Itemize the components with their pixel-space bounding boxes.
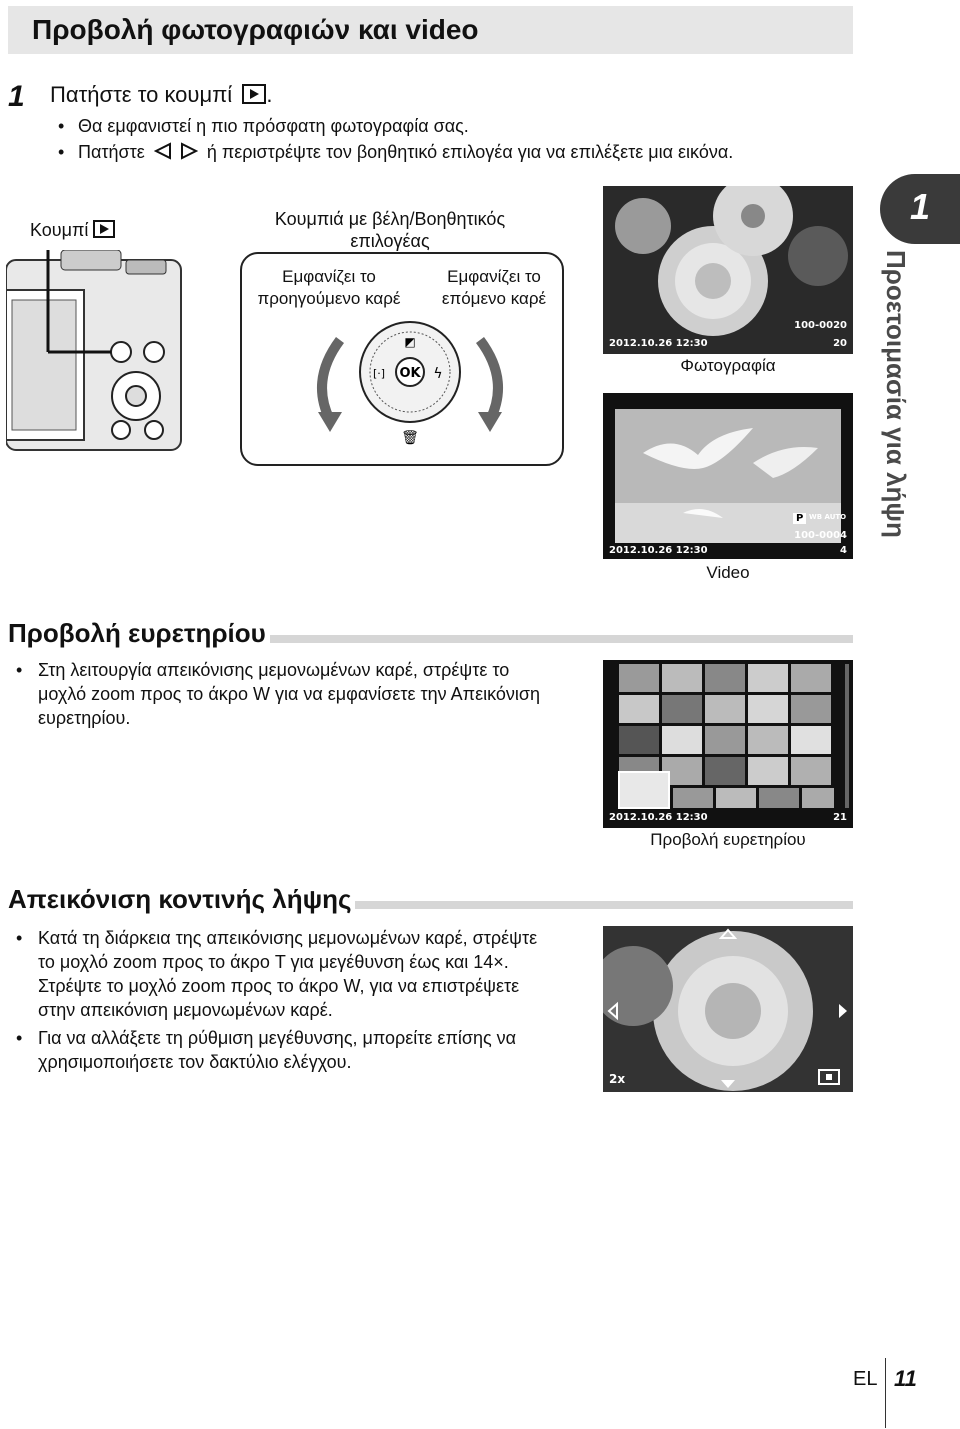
camera-back-illustration xyxy=(6,250,196,460)
page-title-bar xyxy=(8,6,853,54)
section-rule xyxy=(355,901,853,909)
play-icon xyxy=(93,220,115,238)
closeup-heading: Απεικόνιση κοντινής λήψης xyxy=(8,884,352,914)
page-title: Προβολή φωτογραφιών και video xyxy=(32,14,479,45)
video-frame-number: 4 xyxy=(840,545,847,556)
video-caption: Video xyxy=(706,563,750,582)
play-icon xyxy=(242,84,266,104)
closeup-bullet-1: • Κατά τη διάρκεια της απεικόνισης μεμονωμένων καρέ, στρέψτε το μοχλό zoom προς το άκρο T για μεγέθυνση έως και 14×. Στρέψτε το μοχλό zoom προς το άκρο W, για να επιστρέψετε στην απεικόνιση μεμονωμένων καρέ. xyxy=(16,928,538,1020)
svg-text:◩: ◩ xyxy=(404,335,416,349)
trash-icon: 🗑 xyxy=(401,430,419,446)
video-date: 2012.10.26 12:30 xyxy=(609,545,708,556)
video-file-number: 100-0004 xyxy=(794,530,847,541)
photo-caption: Φωτογραφία xyxy=(680,356,776,375)
chapter-tab xyxy=(880,174,960,244)
step-text: Πατήστε το κουμπί . xyxy=(50,82,273,107)
arrows-label: Κουμπιά με βέλη/Βοηθητικός επιλογέας xyxy=(274,209,506,251)
step-number: 1 xyxy=(8,80,25,113)
section-rule xyxy=(270,635,853,643)
index-date: 2012.10.26 12:30 xyxy=(609,812,708,823)
left-right-arrows-icon xyxy=(154,142,198,160)
control-dial-illustration xyxy=(300,320,520,450)
photo-file-number: 100-0020 xyxy=(794,320,847,331)
footer-divider xyxy=(885,1358,886,1428)
index-thumbnail-grid xyxy=(603,660,853,828)
closeup-playback-screen xyxy=(603,926,853,1092)
ok-button-label: OK xyxy=(399,366,421,381)
step1-bullet-2: • Πατήστε ή περιστρέψτε τον βοηθητικό επιλογέα για να επιλέξετε μια εικόνα. xyxy=(58,142,734,162)
chapter-number: 1 xyxy=(910,186,931,227)
step1-bullet-1: • Θα εμφανιστεί η πιο πρόσφατη φωτογραφία σας. xyxy=(58,116,469,136)
photo-playback-screen xyxy=(603,186,853,354)
zoomed-rose-photo xyxy=(603,926,853,1092)
svg-text:[·]: [·] xyxy=(372,367,386,380)
prev-frame-label: Εμφανίζει το προηγούμενο καρέ xyxy=(257,267,401,308)
page-number: 11 xyxy=(894,1366,917,1391)
index-caption: Προβολή ευρετηρίου xyxy=(650,830,806,849)
video-mode-badge: P xyxy=(793,513,806,524)
photo-date: 2012.10.26 12:30 xyxy=(609,338,708,349)
index-count: 21 xyxy=(833,812,847,823)
index-bullet: • Στη λειτουργία απεικόνισης μεμονωμένων καρέ, στρέψτε το μοχλό zoom προς το άκρο W για να εμφανίσετε την Απεικόνιση ευρετηρίου. xyxy=(16,660,541,728)
chapter-side-title: Προετοιμασία για λήψη xyxy=(881,250,911,538)
photo-frame-number: 20 xyxy=(833,338,847,349)
index-heading: Προβολή ευρετηρίου xyxy=(8,618,266,648)
button-label: Κουμπί xyxy=(30,220,115,241)
zoom-level: 2x xyxy=(609,1072,626,1086)
next-frame-label: Εμφανίζει το επόμενο καρέ xyxy=(441,267,547,308)
rotate-left-arrow-icon xyxy=(322,340,340,420)
video-wb-badge: WB AUTO xyxy=(809,513,847,521)
video-playback-screen xyxy=(603,393,853,559)
svg-text:ϟ: ϟ xyxy=(433,366,443,382)
index-playback-screen xyxy=(603,660,853,828)
rotate-right-arrow-icon xyxy=(480,340,498,420)
footer-lang: EL xyxy=(853,1368,878,1390)
closeup-bullet-2: • Για να αλλάξετε τη ρύθμιση μεγέθυνσης, μπορείτε επίσης να χρησιμοποιήσετε τον δακτύλιο ελέγχου. xyxy=(16,1028,517,1072)
